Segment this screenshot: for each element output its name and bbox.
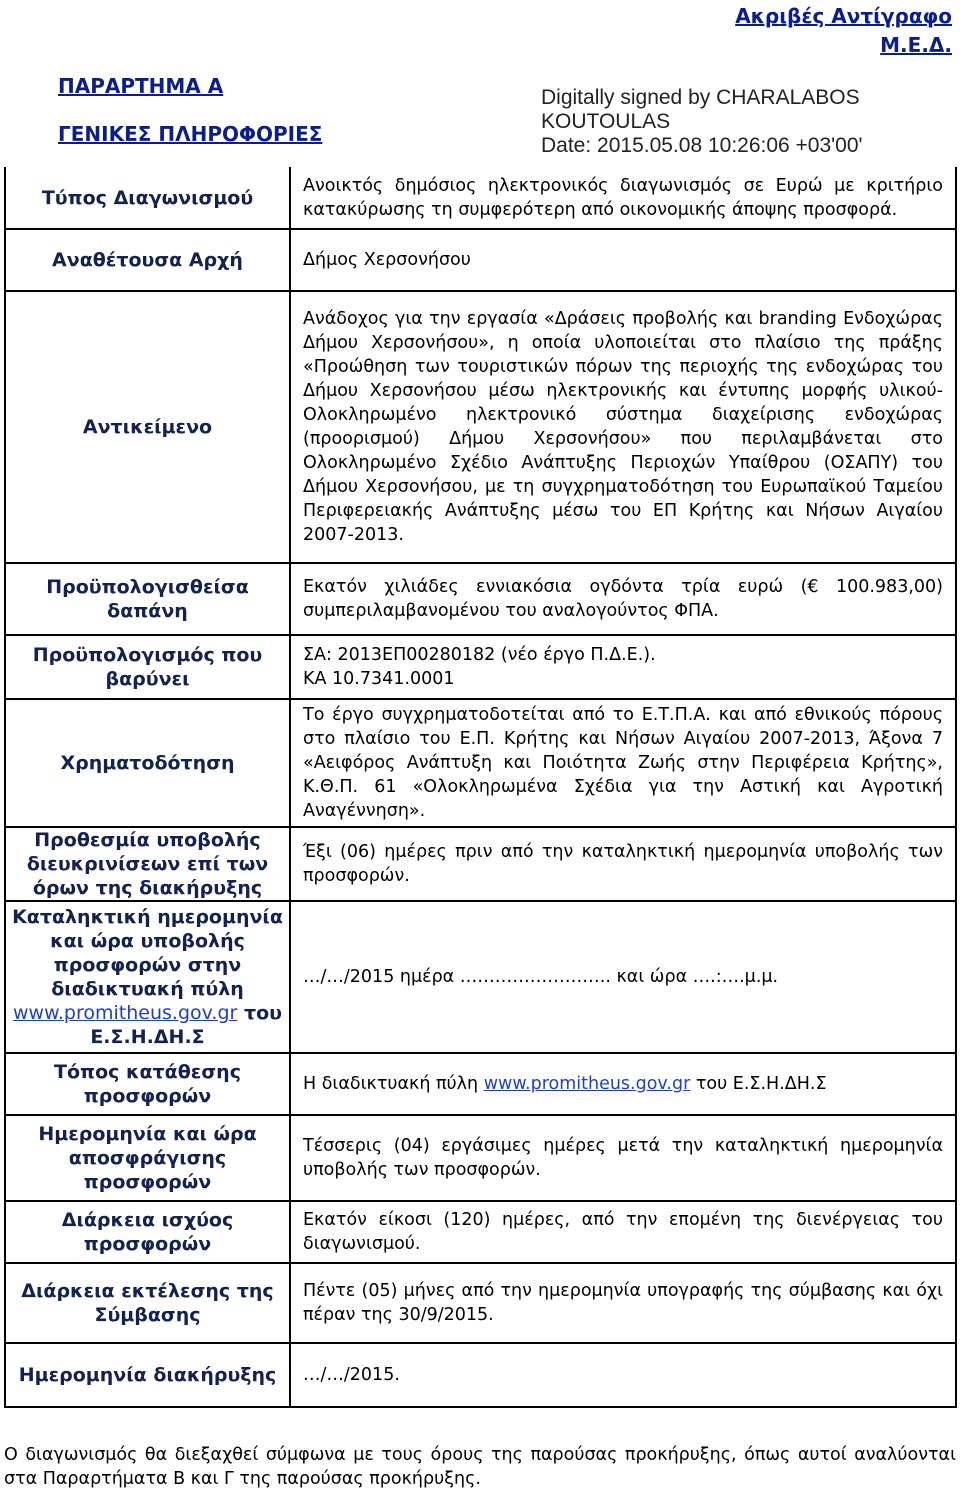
row-value-place [290,1053,956,1115]
signature-date: Date: 2015.05.08 10:26:06 +03'00' [541,134,863,157]
charged-sa-code: ΣΑ: 2013ΕΠ00280182 (νέο έργο Π.Δ.Ε.). [303,645,656,665]
row-value-budget: Εκατόν χιλιάδες εννιακόσια ογδόντα τρία ευρώ (€ 100.983,00) συμπεριλαμβανομένου του αναλογούντος ΦΠΑ. [290,563,956,635]
promitheus-link[interactable]: www.promitheus.gov.gr [483,1074,691,1094]
row-label-duration: Διάρκεια εκτέλεσης της Σύμβασης [5,1263,290,1343]
row-label-funding: Χρηματοδότηση [5,699,290,827]
row-label-budget: Προϋπολογισθείσα δαπάνη [5,563,290,635]
row-label-clarifications: Προθεσμία υποβολής διευκρινίσεων επί των όρων της διακήρυξης [5,827,290,901]
footer-note: Ο διαγωνισμός θα διεξαχθεί σύμφωνα με τους όρους της παρούσας προκήρυξης, όπως αυτοί αναλύονται στα Παραρτήματα Β και Γ της παρούσας προκήρυξης. [4,1445,956,1489]
row-value-clarifications: Έξι (06) ημέρες πριν από την καταληκτική ημερομηνία υποβολής των προσφορών. [290,827,956,901]
table-row [5,229,956,291]
table-row [5,901,956,1053]
row-value-funding: Το έργο συγχρηματοδοτείται από το Ε.Τ.Π.Α. και από εθνικούς πόρους στο πλαίσιο του Ε.Π. Κρήτης και Νήσων Αιγαίου 2007-2013, Άξονα 7 «Αειφόρος Ανάπτυξη και Ποιότητα Ζωής στην Περιφέρεια Κρήτης», Κ.Θ.Π. 61 «Ολοκληρωμένα Σχέδια για την Αστική και Αγροτική Αναγέννηση». [290,699,956,827]
deadline-label-suffix: του Ε.Σ.Η.ΔΗ.Σ [90,1002,282,1048]
row-label-type: Τύπος Διαγωνισμού [5,167,290,229]
row-value-notice-date: …/…/2015. [290,1343,956,1407]
row-value-deadline: …/…/2015 ημέρα …………………….. και ώρα ….:….μ.μ. [290,901,956,1053]
row-value-type: Ανοικτός δημόσιος ηλεκτρονικός διαγωνισμός σε Ευρώ με κριτήριο κατακύρωσης τη συμφερότερη από οικονομικής άποψης προσφορά. [290,167,956,229]
row-value-subject: Ανάδοχος για την εργασία «Δράσεις προβολής και branding Ενδοχώρας Δήμου Χερσονήσου», η οποία υλοποιείται στο πλαίσιο της πράξης «Προώθηση των τουριστικών πόρων της περιοχής της ενδοχώρας του Δήμου Χερσονήσου μέσω ηλεκτρονικής και έντυπης μορφής υλικού- Ολοκληρωμένο ηλεκτρονικό σύστημα διαχείρισης ενδοχώρας (προορισμού) Δήμου Χερσονήσου» που περιλαμβάνεται στο Ολοκληρωμένο Σχέδιο Ανάπτυξης Περιοχών Υπαίθρου (ΟΣΑΠΥ) του Δήμου Χερσονήσου, με τη συγχρηματοδότηση του Ευρωπαϊκού Ταμείου Περιφερειακής Ανάπτυξης μέσω του ΕΠ Κρήτης και Νήσων Αιγαίου 2007-2013. [290,291,956,563]
general-info-table [4,167,957,1408]
stamp-line-1: Ακριβές Αντίγραφο [735,4,952,28]
row-value-opening: Τέσσερις (04) εργάσιμες ημέρες μετά την καταληκτική ημερομηνία υποβολής των προσφορών. [290,1115,956,1201]
place-suffix: του Ε.Σ.Η.ΔΗ.Σ [695,1074,827,1094]
row-label-opening: Ημερομηνία και ώρα αποσφράγισης προσφορών [5,1115,290,1201]
table-row [5,1343,956,1407]
table-row [5,699,956,827]
annex-subtitle: ΓΕΝΙΚΕΣ ΠΛΗΡΟΦΟΡΙΕΣ [58,122,323,146]
row-value-duration: Πέντε (05) μήνες από την ημερομηνία υπογραφής της σύμβασης και όχι πέραν της 30/9/2015. [290,1263,956,1343]
table-row [5,635,956,699]
digital-signature [541,86,960,158]
row-label-authority: Αναθέτουσα Αρχή [5,229,290,291]
row-label-place: Τόπος κατάθεσης προσφορών [5,1053,290,1115]
table-row [5,1201,956,1263]
table-row [5,827,956,901]
table-row [5,167,956,229]
stamp-line-2: Μ.Ε.Δ. [880,33,952,57]
row-label-validity: Διάρκεια ισχύος προσφορών [5,1201,290,1263]
row-value-charged [290,635,956,699]
row-label-charged: Προϋπολογισμός που βαρύνει [5,635,290,699]
table-row [5,563,956,635]
signature-signer: Digitally signed by CHARALABOS KOUTOULAS [541,86,860,133]
row-label-deadline [5,901,290,1053]
deadline-label-text: Καταληκτική ημερομηνία και ώρα υποβολής προσφορών στην διαδικτυακή πύλη [12,906,283,1000]
row-value-authority: Δήμος Χερσονήσου [290,229,956,291]
certified-copy-stamp [735,2,952,60]
place-text: Η διαδικτυακή πύλη [303,1074,479,1094]
charged-ka-code: ΚΑ 10.7341.0001 [303,669,455,689]
table-row [5,1053,956,1115]
row-value-validity: Εκατόν είκοσι (120) ημέρες, από την επομένη της διενέργειας του διαγωνισμού. [290,1201,956,1263]
row-label-subject: Αντικείμενο [5,291,290,563]
table-row [5,1263,956,1343]
row-label-notice-date: Ημερομηνία διακήρυξης [5,1343,290,1407]
table-row [5,291,956,563]
promitheus-link[interactable]: www.promitheus.gov.gr [13,1002,238,1024]
annex-title: ΠΑΡΑΡΤΗΜΑ Α [58,74,224,98]
table-row [5,1115,956,1201]
